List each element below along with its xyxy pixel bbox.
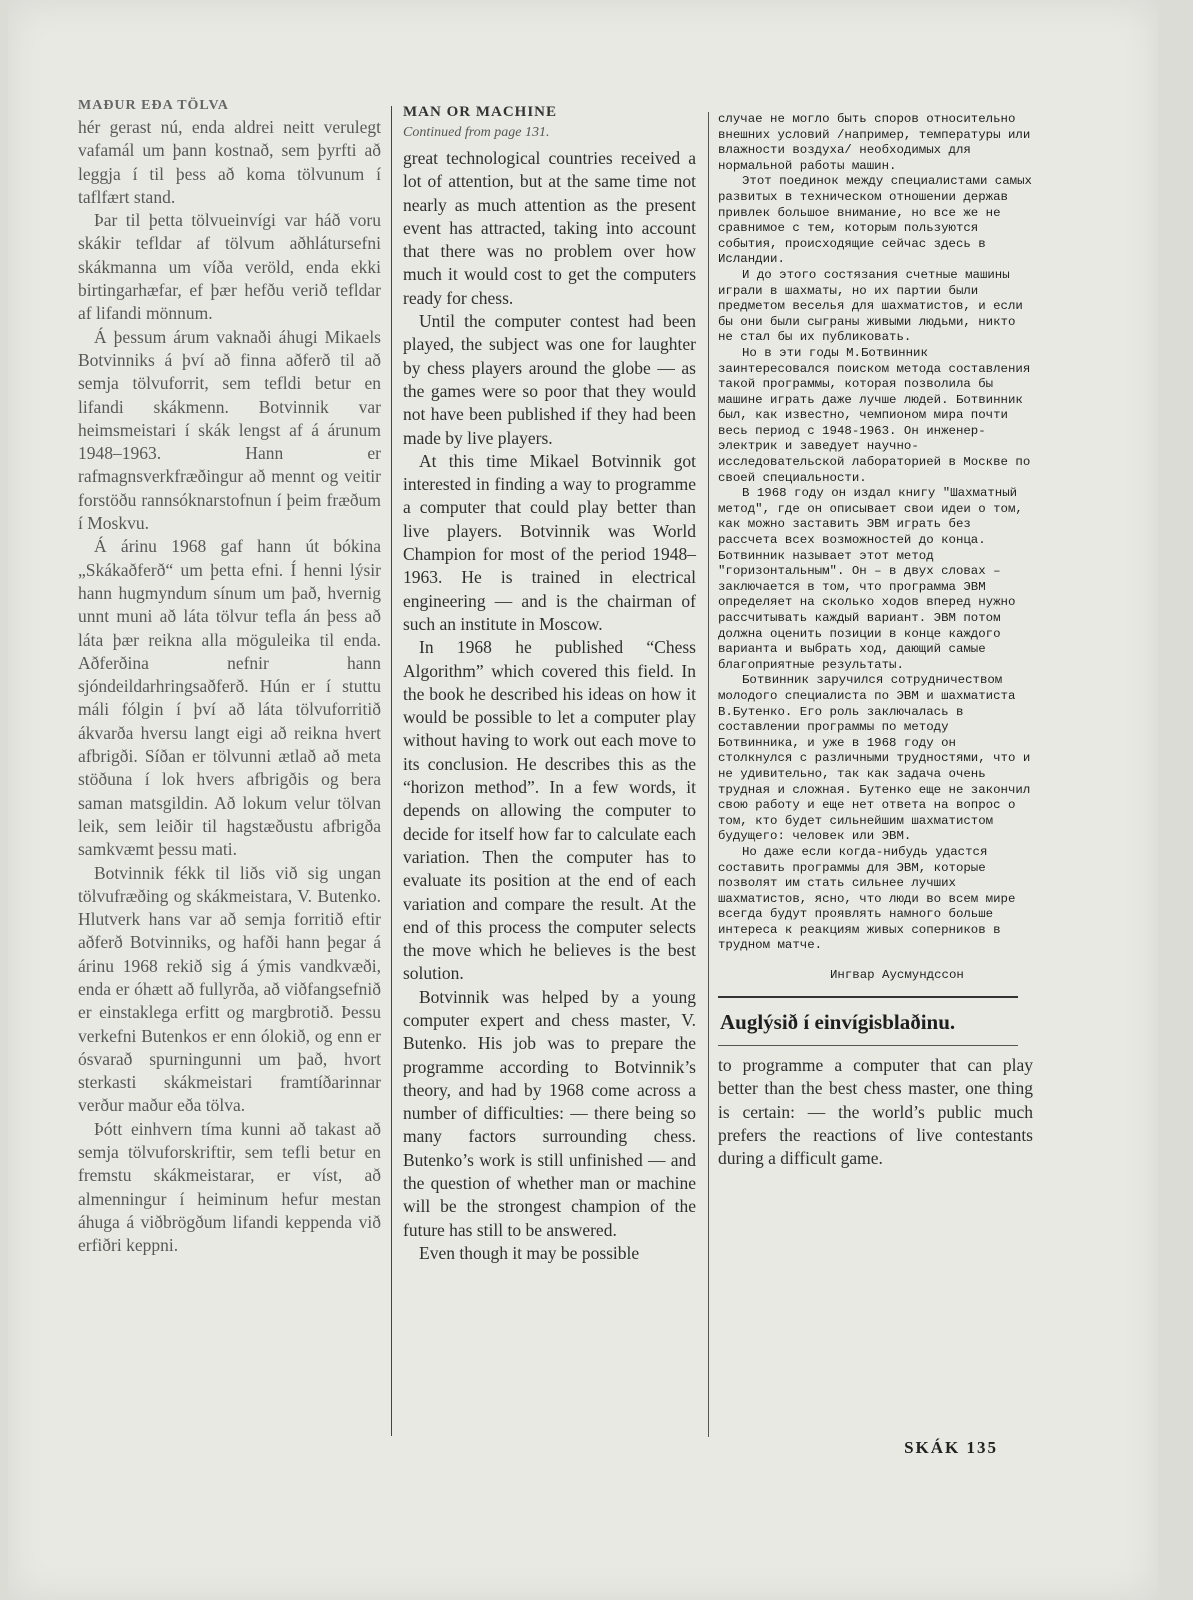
icelandic-paragraph: Botvinnik fékk til liðs við sig ungan tölvufræðing og skákmeistara, V. Butenko. Hlutverk hans var að semja forritið eftir aðferð Botvinniks, og hafði hann þegar á árinu 1968 rekið sig á ýmis vandkvæði, enda er óhætt að fullyrða, að viðfangsefnið er einstaklega erfitt og margbrotið. Þessu verkefni Butenkos er enn ólokið, og enn er ósvarað spurningunni um það, hvort sterkasti skákmeistari framtíðarinnar verður maður eða tölva. bbox=[78, 862, 381, 1116]
russian-paragraph: Ботвинник заручился сотрудничеством молодого специалиста по ЭВМ и шахматиста В.Бутенко. Его роль заключалась в составлении программы по методу Ботвинника, и уже в 1968 году он столкнулся с различными трудностями, что и не удивительно, так как задача очень трудная и сложная. Бутенко еще не закончил свою работу и еще нет ответа на вопрос о том, кто будет сильнейшим шахматистом будущего: человек или ЭВМ. bbox=[718, 673, 1031, 844]
english-column bbox=[403, 104, 696, 1265]
author-signature: Ингвар Аусмундссон bbox=[830, 968, 964, 983]
russian-paragraph: Но в эти годы М.Ботвинник заинтересовался поиском метода составления такой программы, которая позволила бы машине играть даже лучше людей. Ботвинник был, как известно, чемпионом мира почти весь период с 1948-1963. Он инженер-электрик и заведует научно-исследовательской лабораторией в Москве по своей специальности. bbox=[718, 345, 1031, 485]
section-rule bbox=[718, 996, 1018, 998]
english-continuation: to programme a computer that can play better than the best chess master, one thing is certain: — the world’s public much prefers the reactions of live contestants during a difficult game. bbox=[718, 1055, 1033, 1169]
column-divider bbox=[391, 106, 392, 1436]
column-divider bbox=[708, 112, 709, 1437]
russian-paragraph: Но даже если когда-нибудь удастся составить программы для ЭВМ, которые позволят им стать сильнее лучших шахматистов, ясно, что люди во всем мире всегда будут проявлять намного больше интереса к реакциям живых соперников в трудном матче. bbox=[718, 844, 1016, 953]
advert-headline: Auglýsið í einvígisblaðinu. bbox=[720, 1010, 956, 1035]
english-paragraph: In 1968 he published “Chess Algorithm” which covered this field. In the book he described his ideas on how it would be possible to let a computer play without having to work out each move to its conclusion. He describes this as the “horizon method”. In a few words, it depends on allowing the computer to decide for itself how far to calculate each variation. Then the computer has to evaluate its position at the end of each variation and compare the result. At the end of this process the computer selects the move which he believes is the best solution. bbox=[403, 637, 696, 984]
icelandic-column bbox=[78, 98, 381, 1258]
russian-paragraph: случае не могло быть споров относительно внешних условий /например, температуры или влажности воздуха/ необходимых для нормальной работы машин. bbox=[718, 112, 1031, 173]
icelandic-heading: MAÐUR EÐA TÖLVA bbox=[78, 98, 229, 113]
english-paragraph: great technological countries received a lot of attention, but at the same time not nearly as much attention as the present event has attracted, taking into account that there was no problem over how much it would cost to get the computers ready for chess. bbox=[403, 148, 696, 308]
page-footer: SKÁK 135 bbox=[904, 1438, 998, 1457]
icelandic-paragraph: Á árinu 1968 gaf hann út bókina „Skákaðferð“ um þetta efni. Í henni lýsir hann hugmyndum sínum um það, hvernig unnt muni að láta tölvur tefla án þess að láta þær reikna alla möguleika til enda. Aðferðina nefnir hann sjóndeildarhringsaðferð. Hún er í stuttu máli fólgin í því að láta tölvuforritið ákvarða hversu langt eigi að reikna hvert afbrigði. Síðan er tölvunni ætlað að meta stöðuna í lok hvers afbrigðis og bera saman matsgildin. Að lokum velur tölvan leik, sem leiðir til hagstæðustu afbrigða samkvæmt þessu mati. bbox=[78, 536, 381, 860]
russian-column bbox=[718, 112, 1033, 1171]
magazine-page bbox=[8, 0, 1158, 1600]
russian-paragraph: Этот поединок между специалистами самых развитых в техническом отношении держав привлек большое внимание, но все же не сравнимое с тем, которым пользуются события, происходящие сейчас здесь в Исландии. bbox=[718, 174, 1032, 267]
english-paragraph: Even though it may be possible bbox=[419, 1242, 640, 1263]
icelandic-paragraph: hér gerast nú, enda aldrei neitt verulegt vafamál um þann kostnað, sem þyrfti að leggja í til þess að koma tölvunum í taflfært stand. bbox=[78, 117, 381, 207]
icelandic-paragraph: Á þessum árum vaknaði áhugi Mikaels Botvinniks á því að finna aðferð til að semja tölvuforrit, sem tefldi betur en lifandi skákmenn. Botvinnik var heimsmeistari í skák lengst af á árunum 1948–1963. Hann er rafmagnsverkfræðingur að mennt og veitir forstöðu rannsóknarstofnun í þeim fræðum í Moskvu. bbox=[78, 326, 381, 534]
english-paragraph: Botvinnik was helped by a young computer expert and chess master, V. Butenko. His job was to prepare the programme according to Botvinnik’s theory, and had by 1968 come across a number of difficulties: — there being so many factors surrounding chess. Butenko’s work is still unfinished — and the question of whether man or machine will be the strongest champion of the future has still to be answered. bbox=[403, 986, 696, 1240]
continued-note: Continued from page 131. bbox=[403, 125, 550, 140]
russian-paragraph: В 1968 году он издал книгу "Шахматный метод", где он описывает свои идеи о том, как можно заставить ЭВМ играть без рассчета всех возможностей до конца. Ботвинник называет этот метод "горизонтальным". Он – в двух словах – заключается в том, что программа ЭВМ определяет на сколько ходов вперед нужно рассчитывать каждый вариант. ЭВМ потом должна оценить позиции в конце каждого варианта и выбрать ход, дающий самые благоприятные результаты. bbox=[718, 486, 1023, 672]
icelandic-paragraph: Þótt einhvern tíma kunni að takast að semja tölvuforskriftir, sem tefli betur en fremstu skákmeistarar, er víst, að almenningur í heiminum hefur mestan áhuga á viðbrögðum lifandi keppenda við erfiðri keppni. bbox=[78, 1118, 381, 1256]
section-rule bbox=[718, 1045, 1018, 1046]
english-paragraph: At this time Mikael Botvinnik got interested in finding a way to programme a computer that could play better than live players. Botvinnik was World Champion for most of the period 1948–1963. He is trained in electrical engineering — and is the chairman of such an institute in Moscow. bbox=[403, 450, 696, 634]
icelandic-paragraph: Þar til þetta tölvueinvígi var háð voru skákir tefldar af tölvum aðhlátursefni skákmanna um víða veröld, enda ekki birtingarhæfar, ef þær hefðu verið tefldar af lifandi mönnum. bbox=[78, 210, 381, 324]
english-heading: MAN OR MACHINE bbox=[403, 104, 557, 120]
russian-paragraph: И до этого состязания счетные машины играли в шахматы, но их партии были предметом веселья для шахматистов, и если бы они были сыграны живыми людьми, никто не стал бы их публиковать. bbox=[718, 267, 1023, 345]
english-paragraph: Until the computer contest had been played, the subject was one for laughter by chess players around the globe — as the games were so poor that they would not have been published if they had been made by live players. bbox=[403, 311, 696, 448]
